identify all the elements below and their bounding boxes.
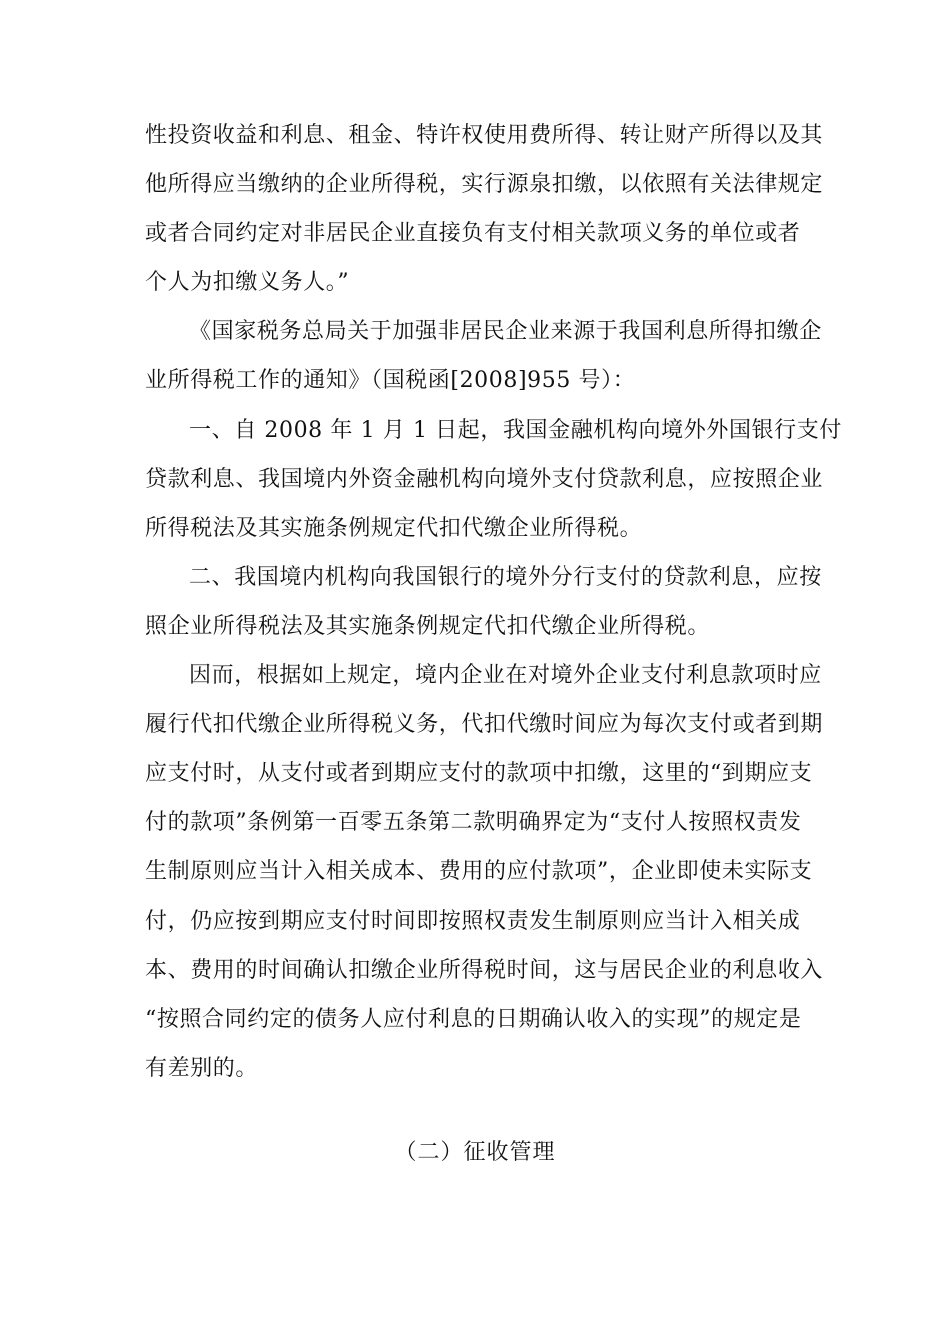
text-line: 或者合同约定对非居民企业直接负有支付相关款项义务的单位或者 <box>145 221 801 247</box>
text-line: 所得税法及其实施条例规定代扣代缴企业所得税。 <box>145 515 643 541</box>
text-line: 照企业所得税法及其实施条例规定代扣代缴企业所得税。 <box>145 613 711 639</box>
text-line: 贷款利息、我国境内外资金融机构向境外支付贷款利息，应按照企业 <box>145 466 824 492</box>
text-line: 因而，根据如上规定，境内企业在对境外企业支付利息款项时应 <box>189 663 822 689</box>
text-line: 业所得税工作的通知》（国税函[2008]955 号）： <box>145 368 636 394</box>
text-line: 应支付时，从支付或者到期应支付的款项中扣缴，这里的“到期应支 <box>145 761 813 787</box>
text-line: 性投资收益和利息、租金、特许权使用费所得、转让财产所得以及其 <box>145 123 824 148</box>
text-line: “按照合同约定的债务人应付利息的日期确认收入的实现”的规定是 <box>145 1006 802 1032</box>
section-heading: （二）征收管理 <box>394 1140 556 1165</box>
text-line: 一、自 2008 年 1 月 1 日起，我国金融机构向境外外国银行支付 <box>189 417 842 443</box>
body-text <box>145 111 842 1093</box>
text-line: 《国家税务总局关于加强非居民企业来源于我国利息所得扣缴企 <box>189 319 822 345</box>
text-line: 个人为扣缴义务人。” <box>145 270 350 296</box>
text-line: 付的款项”条例第一百零五条第二款明确界定为“支付人按照权责发 <box>145 810 802 836</box>
text-line: 生制原则应当计入相关成本、费用的应付款项”，企业即使未实际支 <box>145 859 813 885</box>
text-line: 付，仍应按到期应支付时间即按照权责发生制原则应当计入相关成 <box>145 908 801 934</box>
text-line: 他所得应当缴纳的企业所得税，实行源泉扣缴，以依照有关法律规定 <box>145 172 824 198</box>
text-line: 本、费用的时间确认扣缴企业所得税时间，这与居民企业的利息收入 <box>145 957 824 983</box>
text-line: 二、我国境内机构向我国银行的境外分行支付的贷款利息，应按 <box>189 564 822 590</box>
text-line: 有差别的。 <box>145 1055 259 1081</box>
text-line: 履行代扣代缴企业所得税义务，代扣代缴时间应为每次支付或者到期 <box>145 712 824 738</box>
